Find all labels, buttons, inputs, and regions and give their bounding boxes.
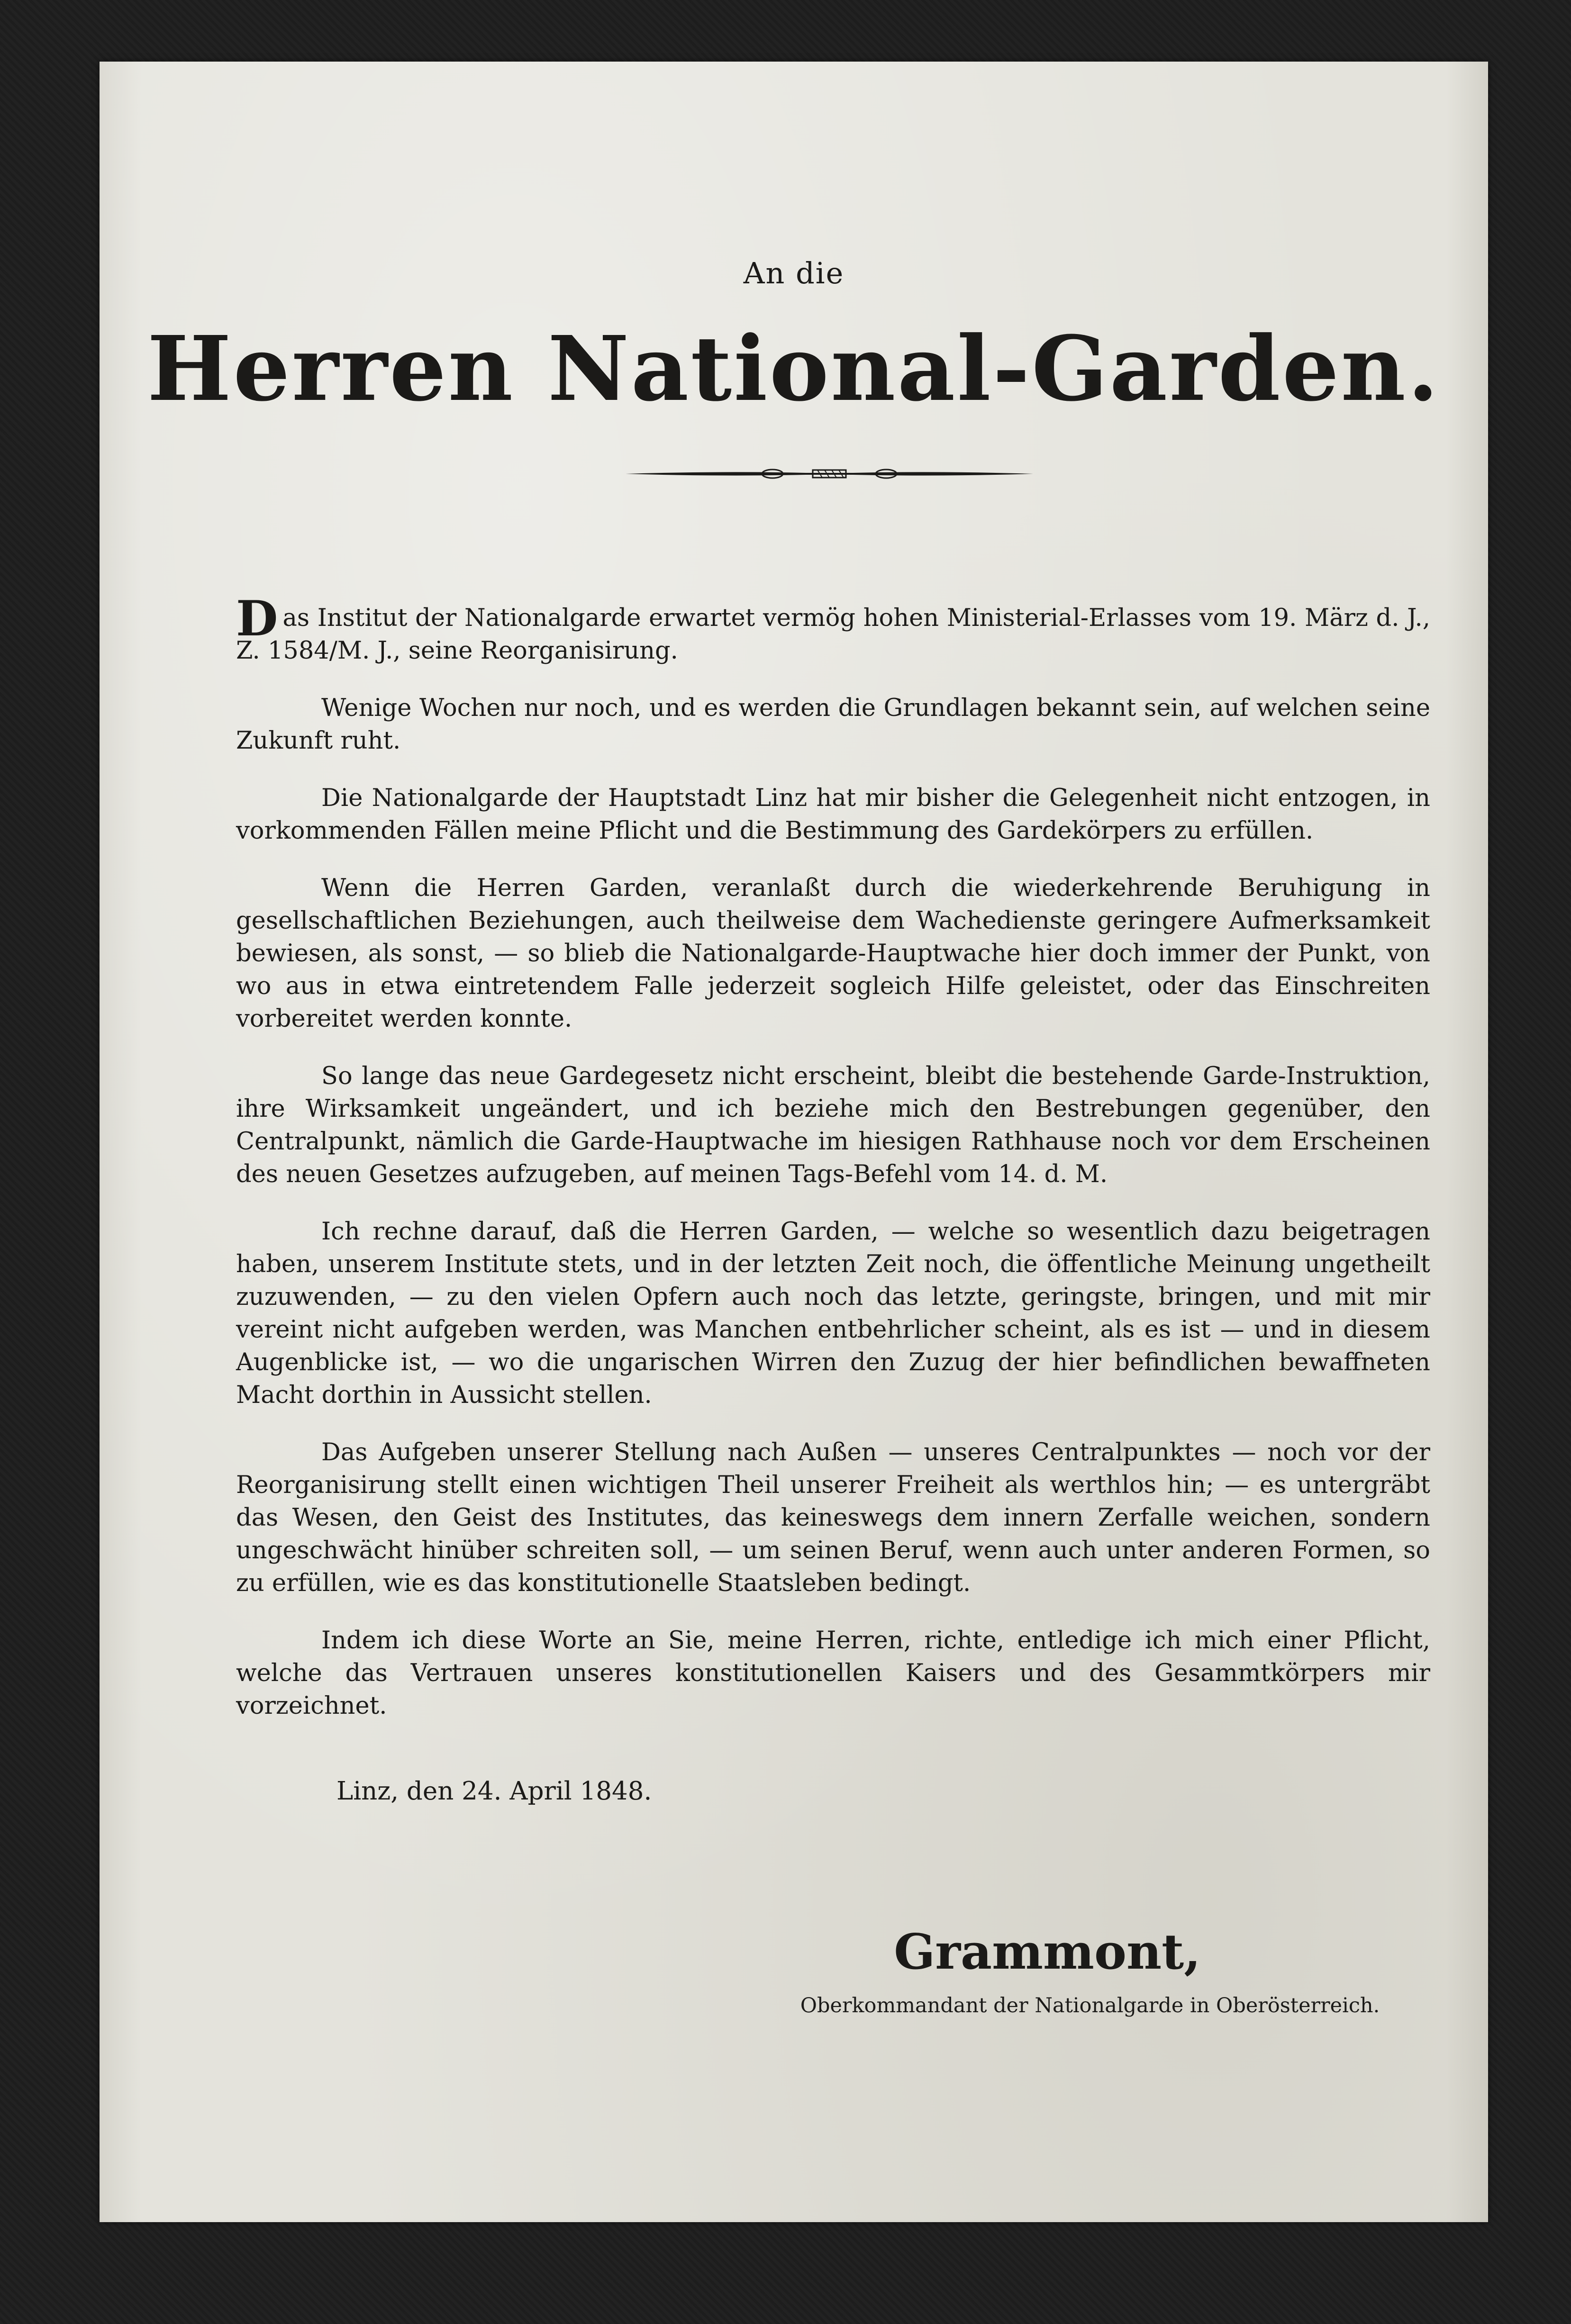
paragraph-5: So lange das neue Gardegesetz nicht erscheint, bleibt die bestehende Garde-Instruktion, ihre Wirksamkeit ungeändert, und ich beziehe mich den Bestrebungen gegenüber, den Centralpunkt, nämlich die Garde-Hauptwache im hiesigen Rathhause noch vor dem Erscheinen des neuen Gesetzes aufzugeben, auf meinen Tags-Befehl vom 14. d. M.	[236, 1062, 1430, 1188]
paragraph-4: Wenn die Herren Garden, veranlaßt durch die wiederkehrende Beruhigung in gesellschaftlichen Beziehungen, auch theilweise dem Wachedienste geringere Aufmerksamkeit bewiesen, als sonst, — so blieb die Nationalgarde-Hauptwache hier doch immer der Punkt, von wo aus in etwa eintretendem Falle jederzeit sogleich Hilfe geleistet, oder das Einschreiten vorbereitet werden konnte.	[236, 874, 1430, 1033]
drop-cap: D	[236, 590, 278, 647]
paragraph-7: Das Aufgeben unserer Stellung nach Außen — unseres Centralpunktes — noch vor der Reorganisirung stellt einen wichtigen Theil unserer Freiheit als werthlos hin; — es untergräbt das Wesen, den Geist des Institutes, das keineswegs dem innern Zerfalle weichen, sondern ungeschwächt hinüber schreiten soll, — um seinen Beruf, wenn auch unter anderen Formen, so zu erfüllen, wie es das konstitutionelle Staatsleben bedingt.	[236, 1438, 1430, 1597]
page-title: Herren National-Garden.	[147, 316, 1441, 421]
paragraph-2: Wenige Wochen nur noch, und es werden die Grundlagen bekannt sein, auf welchen seine Zukunft ruht.	[236, 694, 1430, 755]
heading-salutation: An die	[743, 256, 845, 290]
signature-title: Oberkommandant der Nationalgarde in Oberösterreich.	[800, 1994, 1380, 2017]
paragraph-1-text: as Institut der Nationalgarde erwartet vermög hohen Ministerial-Erlasses vom 19. März d. J., Z. 1584/M. J., seine Reorganisirung.	[236, 604, 1430, 665]
dateline: Linz, den 24. April 1848.	[336, 1777, 652, 1806]
paragraph-1	[236, 590, 1430, 667]
paragraph-3: Die Nationalgarde der Hauptstadt Linz hat mir bisher die Gelegenheit nicht entzogen, in vorkommenden Fällen meine Pflicht und die Bestimmung des Gardekörpers zu erfüllen.	[236, 784, 1430, 845]
paragraph-6: Ich rechne darauf, daß die Herren Garden, — welche so wesentlich dazu beigetragen haben, unserem Institute stets, und in der letzten Zeit noch, die öffentliche Meinung ungetheilt zuzuwenden, — zu den vielen Opfern auch noch das letzte, geringste, bringen, und mit mir vereint nicht aufgeben werden, was Manchen entbehrlicher scheint, als es ist — und in diesem Augenblicke ist, — wo die ungarischen Wirren den Zuzug der hier befindlichen bewaffneten Macht dorthin in Aussicht stellen.	[236, 1218, 1430, 1409]
ornament-rule	[626, 464, 1033, 483]
signature-name: Grammont,	[894, 1924, 1201, 1980]
poster-sheet	[100, 62, 1488, 2222]
paragraph-8: Indem ich diese Worte an Sie, meine Herren, richte, entledige ich mich einer Pflicht, welche das Vertrauen unseres konstitutionellen Kaisers und des Gesammtkörpers mir vorzeichnet.	[236, 1627, 1430, 1720]
body-text	[236, 590, 1430, 1747]
